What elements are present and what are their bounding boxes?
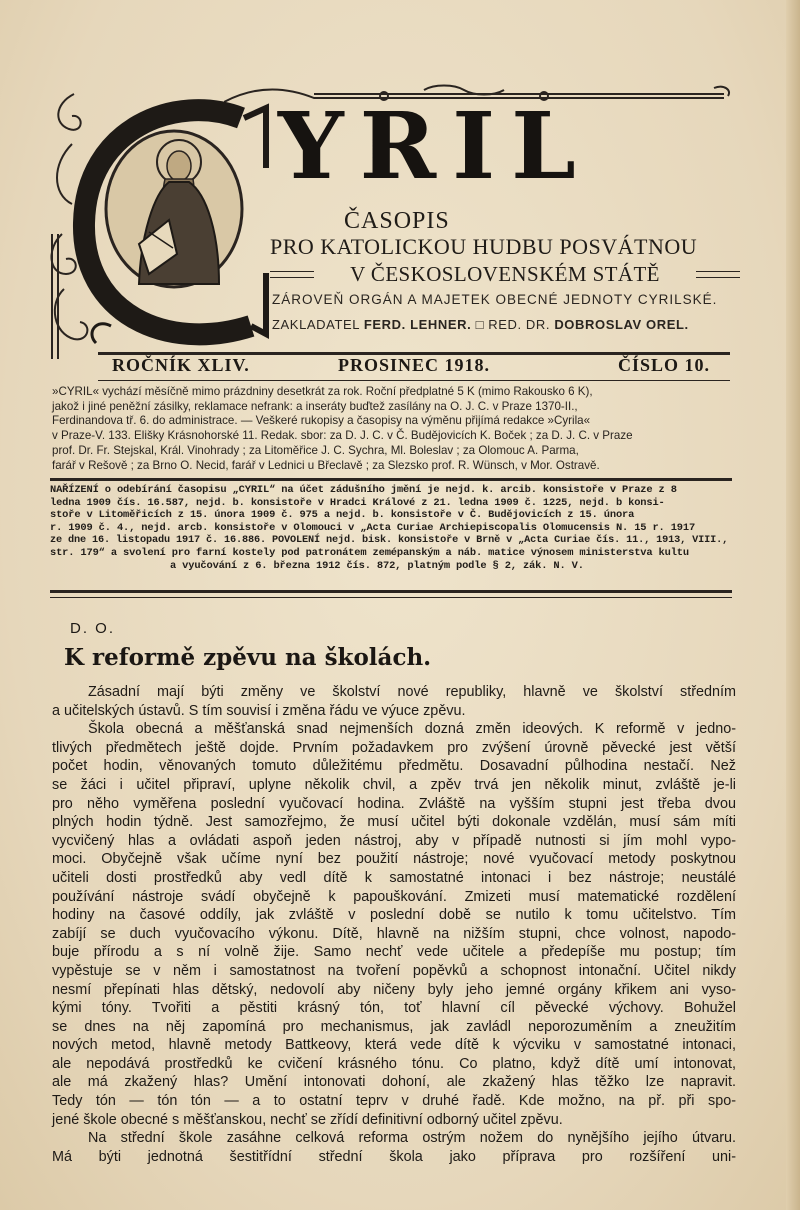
rule-below-decree-2 (50, 597, 732, 598)
decree-line: ze dne 16. listopadu 1917 č. 16.886. POVOLENÍ nejd. bisk. konsistoře v Brně v „Acta Curiae čís. 11., 1913, VIII., (50, 534, 729, 547)
paper-edge (786, 0, 800, 1210)
editor-label: □ RED. DR. (475, 317, 551, 332)
issue-volume: ROČNÍK XLIV. (112, 355, 250, 375)
issue-number: ČÍSLO 10. (618, 355, 711, 375)
article-line: Na střední škole zasáhne celková reforma ostrým nožem do nynějšího jejího útvaru. (88, 1130, 736, 1147)
article-heading: K reformě zpěvu na školách. (64, 644, 432, 671)
notice-line: farář v Rešově ; za Brno O. Necid, farář v Lednici u Břeclavě ; za Slezsko prof. R. Wünsch, v Mor. Ostravě. (52, 458, 600, 472)
article-line: nesmí přepínati hlas dětský, nedovolí aby ničeny byly jeho jemné orgány křikem ani vyso- (52, 981, 736, 998)
article-line: počet hodin, věnovaných tomuto důležitému předmětu. Dosavadní půlhodina nestačí. Než (52, 758, 736, 775)
article-line: vycvičený hlas a ovládati aspoň jeden nástroj, aby v případě nutnosti si jím mohl vypo- (52, 832, 736, 849)
article-line: ale má zkažený hlas? Umění intonovati dohoní, ale zkažený hlas těžko lze napravit. (52, 1074, 736, 1091)
article-line: vypěstuje se v něm i samostatnost na tvoření popěvků a schopnost intonační. Učitel nikdy (52, 962, 736, 979)
article-line: Škola obecná a měšťanská snad nejmenších dozná změn ideových. K reformě v jedno- (88, 721, 736, 738)
article-line: kými tóny. Tvořiti a pěstiti krásný tón, toť hlavní cíl pěvecké výchovy. Bohužel (52, 1000, 736, 1017)
article-line: moci. Obyčejně však učíme nyní bez použití nástroje; nové vyučovací metody poskytnou (52, 851, 736, 868)
article-line: buje přírodu a s ní volně žije. Samo nechť vede učitele a předepíše mu postup; tím (52, 944, 736, 961)
founder-label: ZAKLADATEL (272, 317, 360, 332)
article-line: učiteli dosti prostředků aby vedl dítě k samostatné intonaci i bez nástroje; neustálé (52, 869, 736, 886)
article-line: pro něho vyměřena poslední vyučovací hodina. Zvláště na vyšším stupni jest třeba dvou (52, 795, 736, 812)
saint-cyril-portrait (99, 124, 249, 294)
article-line: používání nástroje svádí obyčejně k papouškování. Zmizeti musí matematické rozdělení (52, 888, 736, 905)
double-rule-right (696, 271, 740, 278)
article-line: jené škole obecné s měšťanskou, nechť se zřídí definitivní odborný učitel zpěvu. (52, 1111, 563, 1128)
masthead-founder-line (272, 317, 689, 332)
notice-line: prof. Dr. Fr. Stejskal, Král. Vinohrady ; za Litoměřice J. C. Sychra, Ml. Boleslav ; za Olomouc A. Parma, (52, 443, 579, 457)
editor-name: DOBROSLAV OREL. (554, 317, 689, 332)
decree-line: a vyučování z 6. března 1912 čís. 872, platným podle § 2, zák. N. V. (170, 559, 584, 572)
article-line: a učitelských ústavů. S tím souvisí i změna řádu ve výuce zpěvu. (52, 702, 466, 719)
founder-name: FERD. LEHNER. (363, 317, 472, 332)
issue-line (112, 355, 712, 379)
article-line: se dnes na něj zapomíná pro mechanismus, jak zavládl neporozuměním a zneužitím (52, 1018, 736, 1035)
decree-line: stoře v Litoměřicích z 15. února 1909 č. 975 a nejd. b. konsistoře v Č. Budějovicích z 15. února (50, 509, 635, 522)
notice-line: v Praze-V. 133. Elišky Krásnohorské 11. Redak. sbor: za D. J. C. v Č. Budějovicích K. Boček ; za D. J. C. v Praze (52, 429, 633, 443)
article-line: Tedy tón — tón tón — a to ostatní teprv v druhé řadě. Kde možno, na př. při spo- (52, 1093, 736, 1110)
article-line: Má býti jednotná šestitřídní střední škola jako příprava pro rozšíření uni- (52, 1148, 736, 1165)
decree-line: r. 1909 č. 4., nejd. arcb. konsistoře v Olomouci v „Acta Curiae Archiepiscopalis Olomucensis N. 15 r. 1917 (50, 521, 696, 534)
article-body (52, 683, 736, 1166)
notice-line: »CYRIL« vychází měsíčně mimo prázdniny desetkrát za rok. Roční předplatné 5 K (mimo Rakousko 6 K), (52, 385, 593, 398)
issue-date: PROSINEC 1918. (338, 355, 491, 375)
rule-below-decree-1 (50, 590, 732, 593)
article-line: plných hodin týdně. Jest samozřejmo, že musí učitel býti dokonale vzdělán, musí sám míti (52, 814, 736, 831)
article-line: zabíjí se duch vyučovacího výkonu. Dítě, hlavně na nižším stupni, chce volnost, napodo- (52, 925, 736, 942)
decree-line: ledna 1909 čís. 16.587, nejd. b. konsistoře v Hradci Králové z 21. ledna 1909 č. 1225, nejd. b konsi- (50, 496, 665, 509)
decree-block (50, 484, 732, 572)
decree-line: str. 179“ a svolení pro farní kostely pod patronátem zemépanským a náb. matice výnosem ministerstva kultu (50, 546, 689, 559)
article-line: ale nepodává prostředků ke cvičení krásného tónu. Co platno, když dítě umí intonovat, (52, 1055, 736, 1072)
rule-below-issue (98, 380, 730, 381)
article-line: Zásadní mají býti změny ve školství nové republiky, hlavně ve školství středním (88, 684, 736, 700)
rule-above-decree (50, 478, 732, 481)
article-author: D. O. (70, 620, 116, 637)
masthead-organ-line: ZÁROVEŇ ORGÁN A MAJETEK OBECNÉ JEDNOTY CYRILSKÉ. (272, 292, 718, 307)
decree-line: NAŘÍZENÍ o odebírání časopisu „CYRIL“ na účet zádušního jmění je nejd. k. arcib. konsistoře v Praze z 8 (50, 484, 677, 496)
article-line: tlivých předmětech ještě dojde. Prvním požadavkem pro zvýšení úrovně pěvecké jest větší (52, 739, 736, 756)
article-line: nových metod, hlavně metody Battkeovy, která vede dítě k výcviku v samostatné intonaci, (52, 1037, 736, 1054)
masthead-title: YRIL (278, 92, 592, 200)
notice-line: Ferdinandova tř. 6. do administrace. — Veškeré rukopisy a časopisy na výměnu přijímá redakce »Cyrila« (52, 414, 591, 428)
masthead (44, 84, 734, 364)
masthead-subtitle-state-text: V ČESKOSLOVENSKÉM STÁTĚ (350, 262, 660, 286)
masthead-subtitle-state (270, 262, 740, 287)
double-rule-left (270, 271, 314, 278)
notice-line: jakož i jiné peněžní zásilky, reklamace nefrank: a inseráty buďtež zasílány na O. J. C. v Praze 1370-II., (52, 399, 578, 413)
article-line: hodiny na časové oddíly, jak zvláště v poslední době se nutilo k tomu učitelstvo. Tím (52, 907, 736, 924)
masthead-subtitle-casopis: ČASOPIS (344, 208, 450, 234)
article-line: se žáci i učitel připraví, uplyne několik chvil, a zpěv trvá jen několik minut, zvláště je-li (52, 776, 736, 793)
subscription-notice (52, 385, 732, 473)
masthead-subtitle-purpose: PRO KATOLICKOU HUDBU POSVÁTNOU (270, 234, 698, 259)
